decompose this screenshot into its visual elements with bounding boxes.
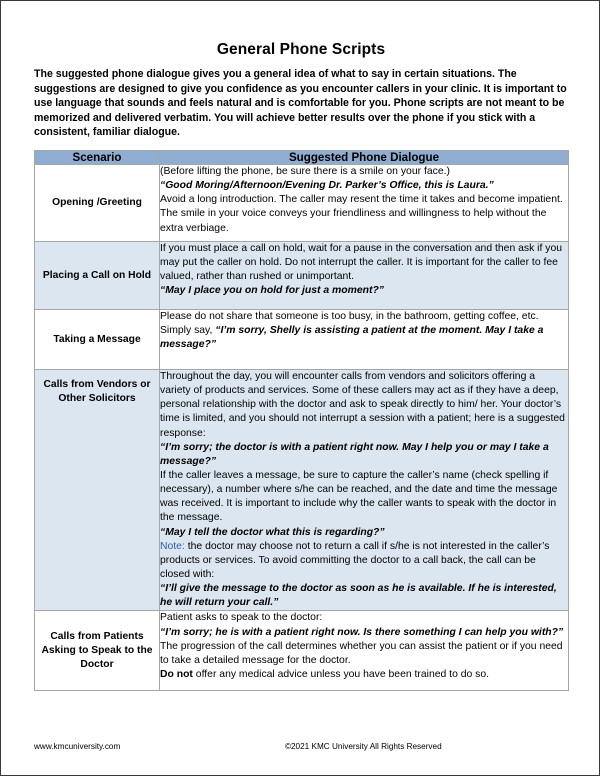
dialogue-line <box>160 540 568 582</box>
dialogue-quote: “Good Moring/Afternoon/Evening Dr. Parker’s Office, this is Laura.” <box>160 180 494 192</box>
column-header-scenario: Scenario <box>35 151 160 165</box>
note-text: the doctor may choose not to return a call if s/he is not interested in the caller’s products or services. To avoid committing the doctor to a call back, the call can be closed with: <box>160 540 550 581</box>
scenario-cell: Taking a Message <box>35 310 160 370</box>
dialogue-cell <box>160 242 569 310</box>
dialogue-line <box>160 310 568 352</box>
dialogue-text: Avoid a long introduction. The caller may resent the time it takes and become impatient. The smile in your voice conveys your friendliness and willingness to help without the extra verbiage. <box>160 194 563 234</box>
dialogue-text: (Before lifting the phone, be sure there is a smile on your face.) <box>160 166 450 178</box>
table-row <box>35 242 569 310</box>
scenario-cell: Opening /Greeting <box>35 165 160 242</box>
page-footer <box>34 742 568 751</box>
dialogue-quote: “May I tell the doctor what this is regarding?” <box>160 526 385 538</box>
footer-website: www.kmcuniversity.com <box>34 742 121 751</box>
dialogue-cell <box>160 165 569 242</box>
dialogue-text: Throughout the day, you will encounter calls from vendors and solicitors offering a variety of products and services. Some of these callers may act as if they have a deep, personal relationship with the doctor and ask to speak directly to him/ her. Your doctor’s time is limited, and you should not interrupt a session with a patient; here is a suggested response: <box>160 371 565 439</box>
intro-paragraph: The suggested phone dialogue gives you a general idea of what to say in certain situations. The suggestions are designed to give you confidence as you encounter callers in your clinic. It is important to use language that sounds and feels natural and is comfortable for you. Phone scripts are not meant to be memorized and delivered verbatim. You will achieve better results over the phone if you stick with a consistent, familiar dialogue. <box>34 68 567 139</box>
dialogue-text: Patient asks to speak to the doctor: <box>160 612 323 624</box>
phone-scripts-table <box>34 150 569 691</box>
dialogue-quote: “I’ll give the message to the doctor as soon as he is available. If he is interested, he will return your call.” <box>160 583 557 609</box>
scenario-cell: Placing a Call on Hold <box>35 242 160 310</box>
dialogue-quote: “I’m sorry, Shelly is assisting a patient at the moment. May I take a message?” <box>160 325 544 351</box>
dialogue-text: offer any medical advice unless you have been trained to do so. <box>195 669 490 680</box>
document-content <box>34 1 568 691</box>
table-header-row <box>35 151 569 165</box>
dialogue-cell <box>160 611 569 691</box>
table-row <box>35 165 569 242</box>
table-row <box>35 310 569 370</box>
dialogue-line <box>160 668 568 682</box>
dialogue-cell <box>160 310 569 370</box>
scenario-cell: Calls from Vendors or Other Solicitors <box>35 370 160 611</box>
dialogue-cell <box>160 370 569 611</box>
scenario-cell: Calls from Patients Asking to Speak to the Doctor <box>35 611 160 691</box>
column-header-dialogue: Suggested Phone Dialogue <box>160 151 569 165</box>
dialogue-text: Please do not share that someone is too busy, in the bathroom, getting coffee, etc. Simply say, <box>160 311 539 337</box>
dialogue-quote: “I’m sorry; the doctor is with a patient right now. May I help you or may I take a message?” <box>160 441 549 467</box>
table-body <box>35 165 569 691</box>
emphasis-keyword: Do not <box>160 669 193 680</box>
table-header <box>35 151 569 165</box>
page-title: General Phone Scripts <box>216 41 386 58</box>
footer-copyright: ©2021 KMC University All Rights Reserved <box>284 742 442 751</box>
dialogue-quote: “I’m sorry; he is with a patient right now. Is there something I can help you with?” <box>160 626 564 638</box>
dialogue-text: If the caller leaves a message, be sure to capture the caller’s name (check spelling if necessary), a number where s/he can be reached, and the date and time the message was received. It is important to include why the caller wants to speak with the doctor in the message. <box>160 470 558 524</box>
note-keyword: Note: <box>160 540 185 552</box>
table-row <box>35 611 569 691</box>
dialogue-text: If you must place a call on hold, wait for a pause in the conversation and then ask if you may put the caller on hold. Do not interrupt the caller. It is important for the caller to fee valued, rather than rushed or unimportant. <box>160 243 563 283</box>
table-row <box>35 370 569 611</box>
dialogue-quote: “May I place you on hold for just a moment?” <box>160 285 384 297</box>
dialogue-text: The progression of the call determines whether you can assist the patient or if you need to take a detailed message for the doctor. <box>160 640 563 666</box>
